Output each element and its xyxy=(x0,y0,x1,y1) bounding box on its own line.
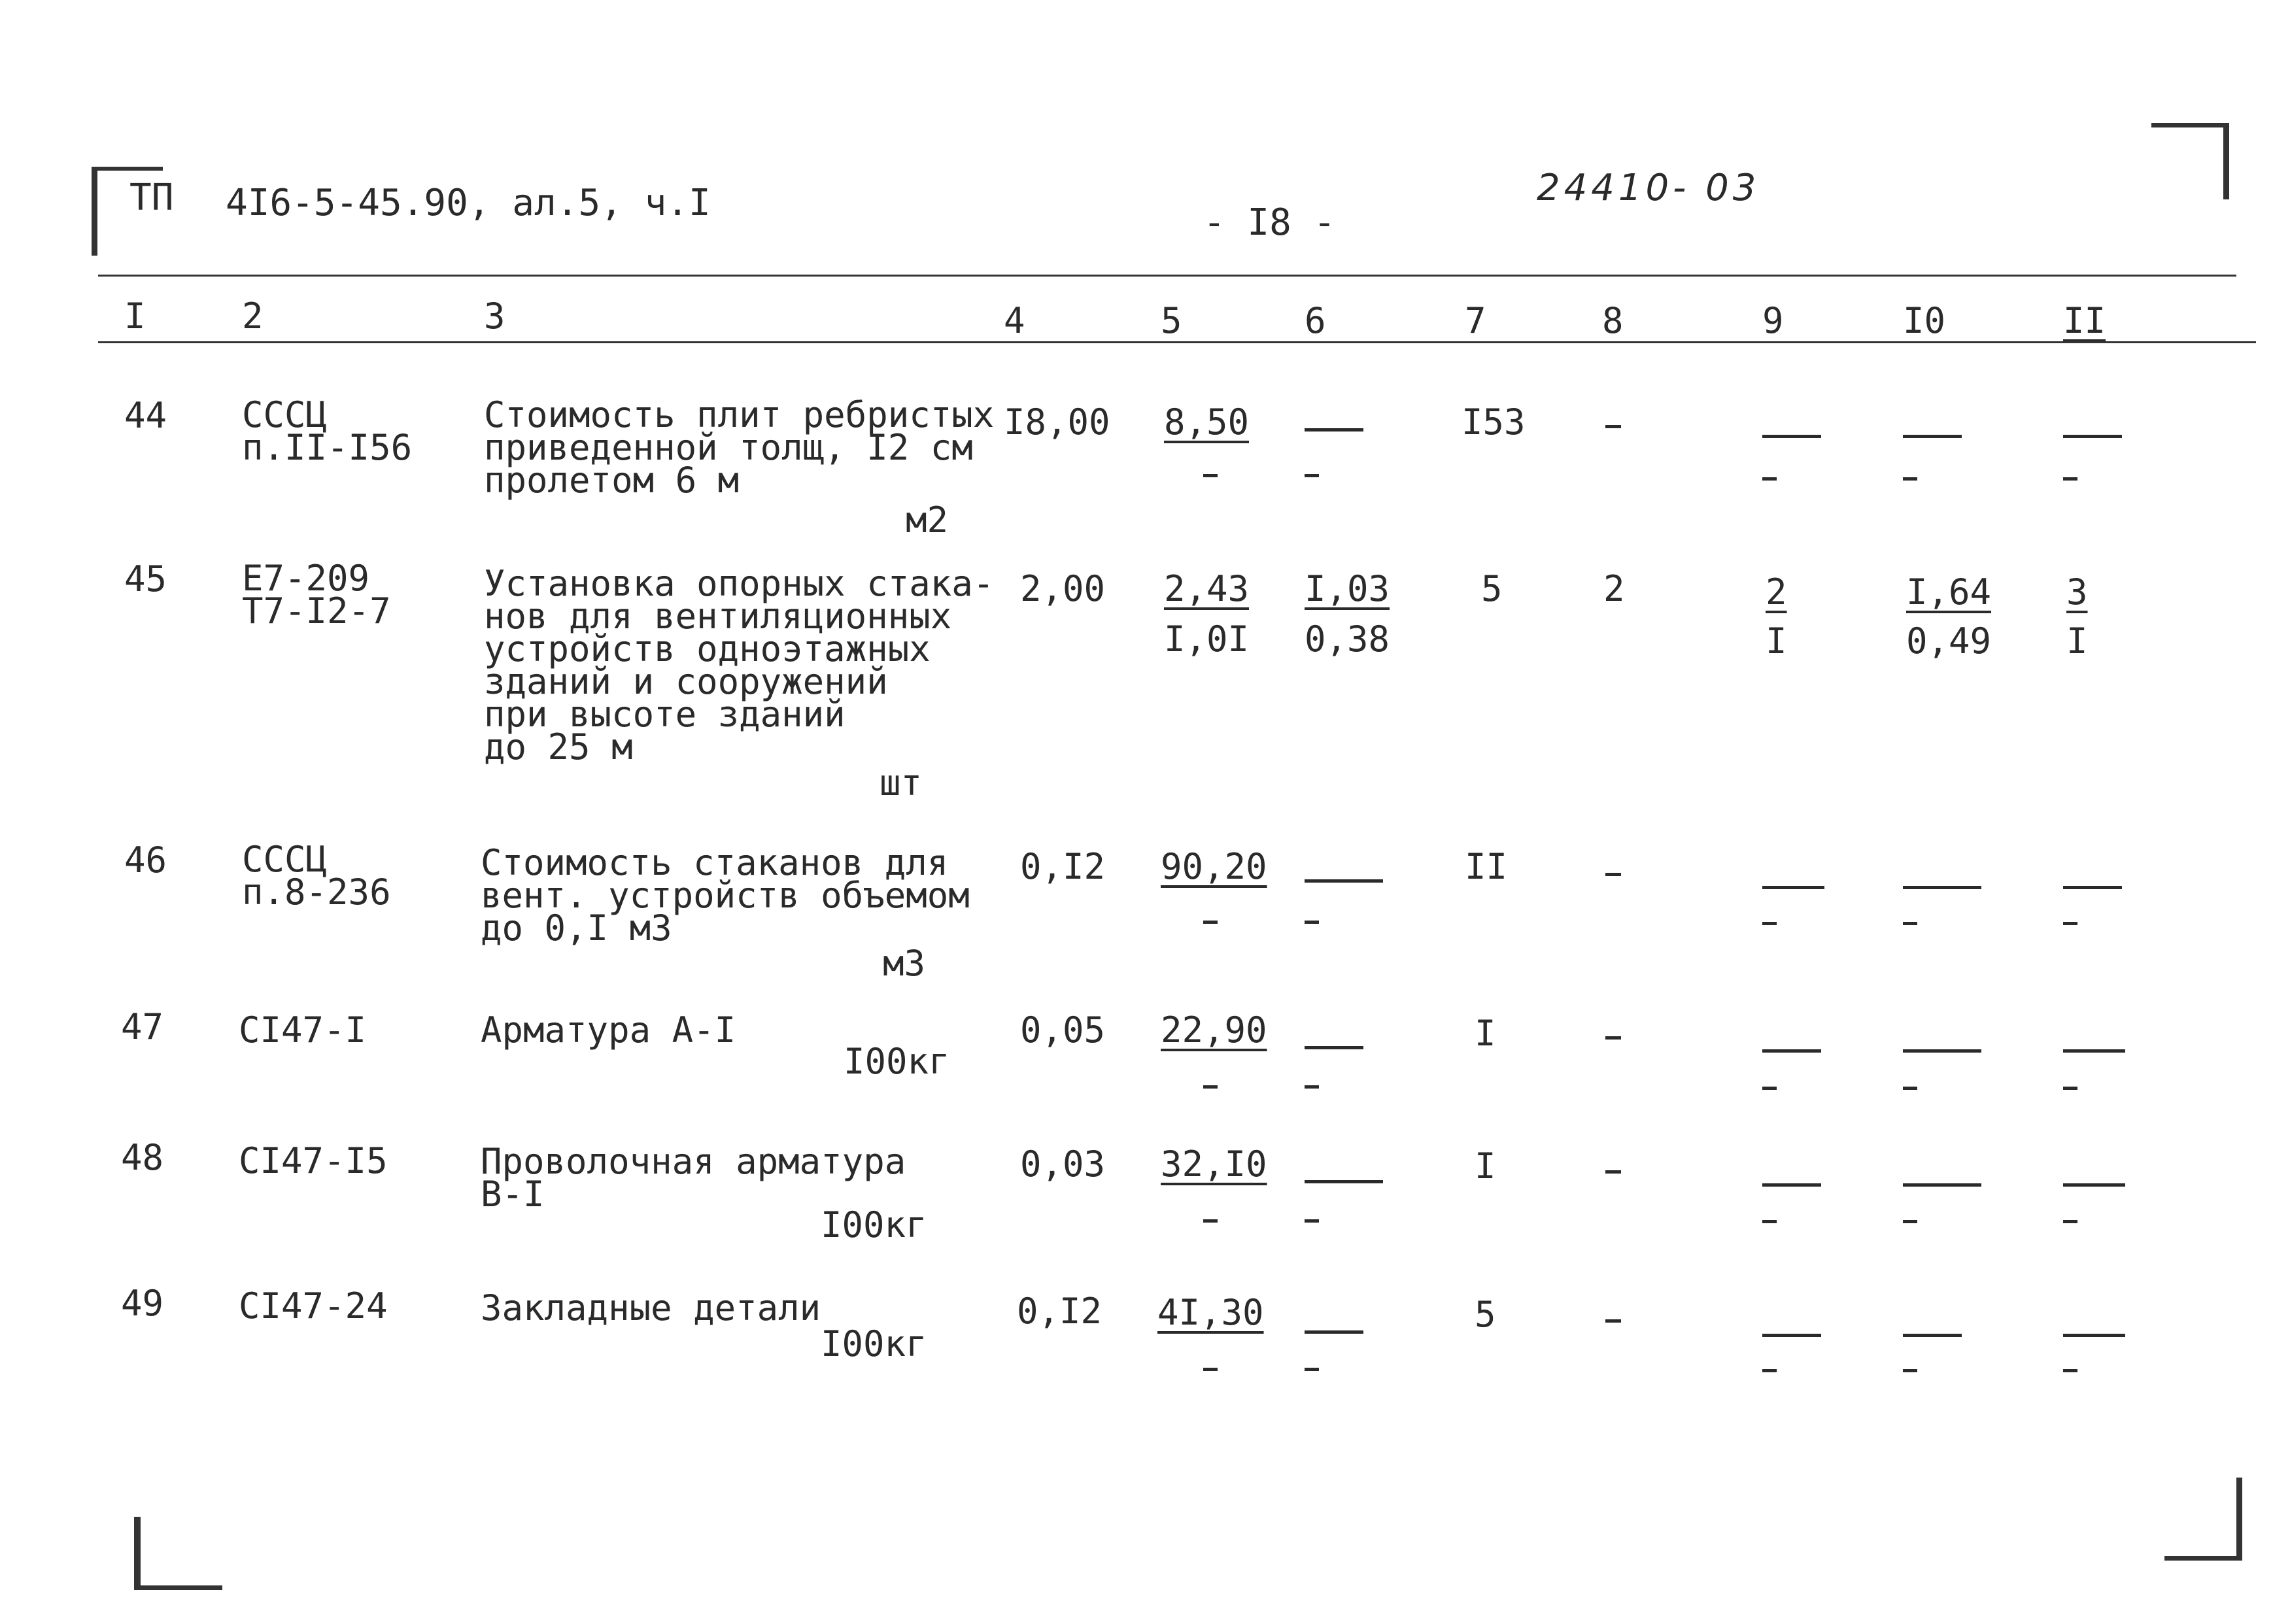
quantity: 0,I2 xyxy=(1017,1291,1102,1332)
total-cost: I xyxy=(1475,1145,1496,1187)
total-cost: I53 xyxy=(1461,401,1526,443)
rate-code: СI47-I5 xyxy=(239,1140,388,1181)
work-description: Стоимость плит ребристых приведенной толщ, I2 см пролетом 6 м xyxy=(484,394,995,501)
machine-cost-wages xyxy=(1305,1085,1319,1089)
column-header-rule xyxy=(98,341,2256,343)
labor-total: 3 xyxy=(2066,571,2088,613)
column-number: 6 xyxy=(1305,300,1326,341)
total-machine-dash xyxy=(1762,1334,1821,1337)
labor-dash xyxy=(1903,1183,1981,1187)
column-number: 3 xyxy=(484,296,505,337)
total-cost: II xyxy=(1465,846,1508,887)
corner-mark-bottom-right xyxy=(2164,1478,2242,1561)
rate-code: СССЦ п.8-236 xyxy=(242,839,391,913)
total-machine-dash xyxy=(1762,1049,1821,1053)
labor-dash xyxy=(1903,477,1917,481)
quantity: 0,03 xyxy=(1020,1143,1106,1185)
labor-dash xyxy=(1903,1049,1981,1053)
unit-cost-wages xyxy=(1203,1219,1218,1223)
total-machine-dash xyxy=(1762,1183,1821,1187)
unit-of-measure: I00кг xyxy=(821,1204,927,1245)
total-wages-dash xyxy=(1605,1319,1621,1323)
total-machine-dash xyxy=(1762,886,1824,889)
corner-mark-bottom-left xyxy=(134,1517,222,1590)
unit-of-measure: шт xyxy=(880,762,923,804)
column-number: 8 xyxy=(1602,300,1624,341)
labor-total-machinist: I xyxy=(2066,620,2088,662)
unit-cost-wages xyxy=(1203,1085,1218,1089)
labor-dash xyxy=(1903,435,1962,438)
total-machine-dash xyxy=(1762,1369,1777,1372)
machinist-labor-dash xyxy=(2063,922,2077,925)
unit-of-measure: I00кг xyxy=(844,1041,950,1082)
total-machine-dash xyxy=(1762,1220,1777,1223)
handwritten-code: 24410- 03 xyxy=(1537,167,1760,209)
total-wages-dash xyxy=(1605,425,1621,428)
quantity: 2,00 xyxy=(1020,568,1106,609)
header-rule xyxy=(98,275,2236,277)
total-machine-dash xyxy=(1762,435,1821,438)
rate-code: СССЦ п.II-I56 xyxy=(242,394,413,468)
unit-of-measure: м2 xyxy=(906,499,949,541)
labor-cost-machinist: 0,49 xyxy=(1906,620,1992,662)
rate-code: СI47-24 xyxy=(239,1285,388,1327)
document-reference: 4I6-5-45.90, ал.5, ч.I xyxy=(226,182,711,224)
column-number: 2 xyxy=(242,296,264,337)
total-wages-dash xyxy=(1605,873,1621,876)
quantity: 0,05 xyxy=(1020,1009,1106,1051)
series-label: ТП xyxy=(129,177,174,219)
work-description: Проволочная арматура В-I xyxy=(481,1141,906,1215)
machinist-labor-dash xyxy=(2063,1049,2125,1053)
unit-cost-wages xyxy=(1203,921,1218,924)
labor-dash xyxy=(1903,1369,1917,1372)
machine-cost xyxy=(1305,879,1383,883)
machinist-labor-dash xyxy=(2063,1183,2125,1187)
machine-cost xyxy=(1305,1330,1363,1334)
page-number: - I8 - xyxy=(1203,201,1336,244)
work-description: Стоимость стаканов для вент. устройств объемом до 0,I м3 xyxy=(481,842,970,949)
total-wages-dash xyxy=(1605,1036,1621,1040)
unit-cost: 4I,30 xyxy=(1157,1292,1264,1333)
row-number: 49 xyxy=(121,1283,164,1324)
machinist-labor-dash xyxy=(2063,1334,2125,1337)
machinist-labor-dash xyxy=(2063,1369,2077,1372)
row-number: 44 xyxy=(124,395,167,436)
unit-cost-wages xyxy=(1203,1368,1218,1371)
machinist-labor-dash xyxy=(2063,1220,2077,1223)
rate-code: Е7-209 Т7-I2-7 xyxy=(242,558,391,632)
labor-dash xyxy=(1903,1220,1917,1223)
labor-dash xyxy=(1903,1334,1962,1337)
work-description: Арматура А-I xyxy=(481,1009,736,1051)
unit-cost: 32,I0 xyxy=(1161,1143,1267,1185)
machine-cost xyxy=(1305,1180,1383,1183)
machine-cost: I,03 xyxy=(1305,568,1390,609)
column-number: II xyxy=(2063,300,2106,341)
row-number: 45 xyxy=(124,558,167,600)
work-description: Закладные детали xyxy=(481,1287,821,1328)
total-cost: 5 xyxy=(1475,1294,1496,1335)
rate-code: СI47-I xyxy=(239,1009,367,1051)
unit-cost-wages xyxy=(1203,474,1218,477)
labor-dash xyxy=(1903,1087,1917,1090)
labor-dash xyxy=(1903,886,1981,889)
machine-cost-wages: 0,38 xyxy=(1305,618,1390,660)
total-machine-dash xyxy=(1762,922,1777,925)
work-description: Установка опорных стака- нов для вентиляционных устройств одноэтажных зданий и сооружений при высоте зданий до 25 м xyxy=(484,563,995,768)
row-number: 48 xyxy=(121,1137,164,1178)
corner-mark-top-right xyxy=(2151,123,2229,199)
unit-cost: 8,50 xyxy=(1164,401,1250,443)
unit-cost-wages: I,0I xyxy=(1164,618,1250,660)
column-number: I0 xyxy=(1903,300,1946,341)
total-wages-dash xyxy=(1605,1170,1621,1174)
unit-cost: 2,43 xyxy=(1164,568,1250,609)
column-number: I xyxy=(124,296,146,337)
total-machine-cost: 2 xyxy=(1766,571,1787,613)
unit-cost: 22,90 xyxy=(1161,1009,1267,1051)
unit-of-measure: I00кг xyxy=(821,1323,927,1364)
unit-cost: 90,20 xyxy=(1161,846,1267,887)
machine-cost-wages xyxy=(1305,1368,1319,1371)
quantity: I8,00 xyxy=(1004,401,1110,443)
machine-cost xyxy=(1305,1046,1363,1049)
total-machine-dash xyxy=(1762,477,1777,481)
machinist-labor-dash xyxy=(2063,477,2077,481)
machinist-labor-dash xyxy=(2063,435,2122,438)
column-number: 9 xyxy=(1762,300,1784,341)
column-number: 5 xyxy=(1161,300,1182,341)
machinist-labor-dash xyxy=(2063,886,2122,889)
machine-cost-wages xyxy=(1305,921,1319,924)
machinist-labor-dash xyxy=(2063,1087,2077,1090)
machine-cost xyxy=(1305,428,1363,431)
unit-of-measure: м3 xyxy=(883,943,926,984)
labor-cost: I,64 xyxy=(1906,571,1992,613)
row-number: 47 xyxy=(121,1006,164,1047)
row-number: 46 xyxy=(124,839,167,881)
labor-dash xyxy=(1903,922,1917,925)
total-machine-wages: I xyxy=(1766,620,1787,662)
total-cost: 5 xyxy=(1481,568,1503,609)
column-number: 7 xyxy=(1465,300,1486,341)
total-wages: 2 xyxy=(1603,568,1625,609)
total-machine-dash xyxy=(1762,1087,1777,1090)
quantity: 0,I2 xyxy=(1020,846,1106,887)
total-cost: I xyxy=(1475,1013,1496,1054)
column-number: 4 xyxy=(1004,300,1025,341)
machine-cost-wages xyxy=(1305,474,1319,477)
machine-cost-wages xyxy=(1305,1219,1319,1223)
